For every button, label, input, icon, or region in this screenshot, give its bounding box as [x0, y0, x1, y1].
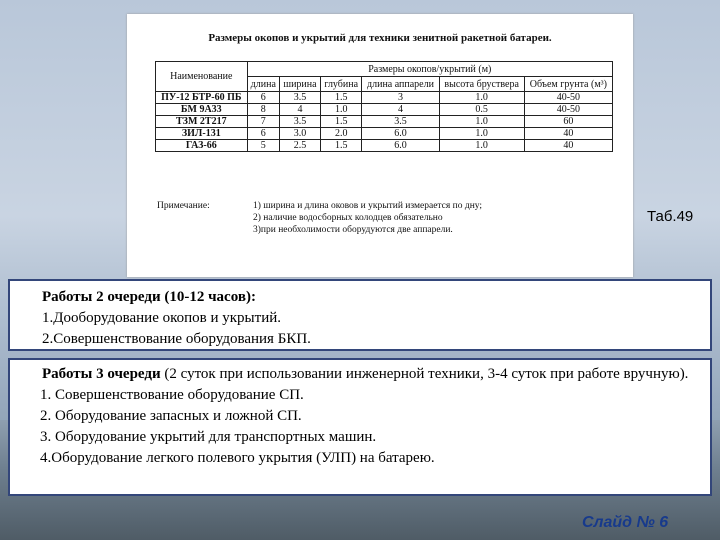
table-cell: 1.0 — [439, 128, 524, 140]
header-group: Размеры окопов/укрытий (м) — [247, 62, 612, 77]
note-label: Примечание: — [157, 201, 210, 211]
table-row — [156, 92, 613, 104]
table-cell: ТЗМ 2Т217 — [156, 116, 248, 128]
table-cell: 2.0 — [320, 128, 361, 140]
table-cell: 3.5 — [280, 92, 321, 104]
table-cell: 0.5 — [439, 104, 524, 116]
list-item: 4.Оборудование легкого полевого укрытия (УЛП) на батарею. — [40, 450, 435, 466]
table-cell: 1.5 — [320, 92, 361, 104]
table-image — [127, 14, 633, 277]
table-cell: БМ 9А33 — [156, 104, 248, 116]
table-cell: 40 — [524, 128, 612, 140]
table-cell: 1.5 — [320, 116, 361, 128]
table-cell: 1.0 — [320, 104, 361, 116]
table-row — [156, 128, 613, 140]
stage3-title-rest: (2 суток при использовании инженерной техники, 3-4 суток при работе вручную). — [160, 366, 689, 382]
stage3-title: Работы 3 очереди — [42, 366, 161, 382]
table-title: Размеры окопов и укрытий для техники зенитной ракетной батареи. — [208, 32, 552, 44]
column-header: длина аппарели — [362, 77, 439, 92]
column-header: Объем грунта (м³) — [524, 77, 612, 92]
dimensions-table — [155, 61, 613, 152]
table-cell: 60 — [524, 116, 612, 128]
table-cell: 1.5 — [320, 140, 361, 152]
column-header: глубина — [320, 77, 361, 92]
table-cell: 4 — [280, 104, 321, 116]
list-item: 1. Совершенствование оборудование СП. — [40, 387, 304, 403]
table-cell: 6 — [247, 92, 279, 104]
table-row — [156, 140, 613, 152]
list-item: 1.Дооборудование окопов и укрытий. — [42, 310, 281, 326]
table-cell: ПУ-12 БТР-60 ПБ — [156, 92, 248, 104]
list-item: 3. Оборудование укрытий для транспортных машин. — [40, 429, 377, 445]
table-cell: 6.0 — [362, 140, 439, 152]
column-header: высота бруствера — [439, 77, 524, 92]
note-item: 3)при необхолимости оборудуются две аппарели. — [253, 225, 453, 235]
table-cell: 3.0 — [280, 128, 321, 140]
table-cell: 40-50 — [524, 104, 612, 116]
table-cell: 1.0 — [439, 116, 524, 128]
table-cell: 6 — [247, 128, 279, 140]
table-cell: 40-50 — [524, 92, 612, 104]
table-cell: 3.5 — [362, 116, 439, 128]
table-cell: 1.0 — [439, 140, 524, 152]
list-item: 2.Совершенствование оборудования БКП. — [42, 331, 311, 347]
table-cell: ГАЗ-66 — [156, 140, 248, 152]
table-cell: 1.0 — [439, 92, 524, 104]
table-row — [156, 104, 613, 116]
table-cell: 3 — [362, 92, 439, 104]
stage2-title: Работы 2 очереди (10-12 часов): — [42, 289, 256, 305]
stage2-box — [8, 279, 712, 351]
table-cell: 40 — [524, 140, 612, 152]
table-row — [156, 116, 613, 128]
table-number-label: Таб.49 — [647, 208, 694, 225]
table-cell: ЗИЛ-131 — [156, 128, 248, 140]
note-item: 2) наличие водосборных колодцев обязательно — [253, 213, 443, 223]
table-cell: 4 — [362, 104, 439, 116]
table-cell: 8 — [247, 104, 279, 116]
header-name: Наименование — [156, 62, 248, 92]
list-item: 2. Оборудование запасных и ложной СП. — [40, 408, 302, 424]
stage3-intro — [16, 364, 700, 385]
note-item: 1) ширина и длина оковов и укрытий измерается по дну; — [253, 201, 483, 211]
stage3-box — [8, 358, 712, 496]
table-cell: 5 — [247, 140, 279, 152]
note-list — [253, 200, 583, 236]
column-header: ширина — [280, 77, 321, 92]
table-cell: 2.5 — [280, 140, 321, 152]
table-cell: 6.0 — [362, 128, 439, 140]
slide-number: Слайд № 6 — [582, 514, 669, 531]
column-header: длина — [247, 77, 279, 92]
table-cell: 3.5 — [280, 116, 321, 128]
table-cell: 7 — [247, 116, 279, 128]
